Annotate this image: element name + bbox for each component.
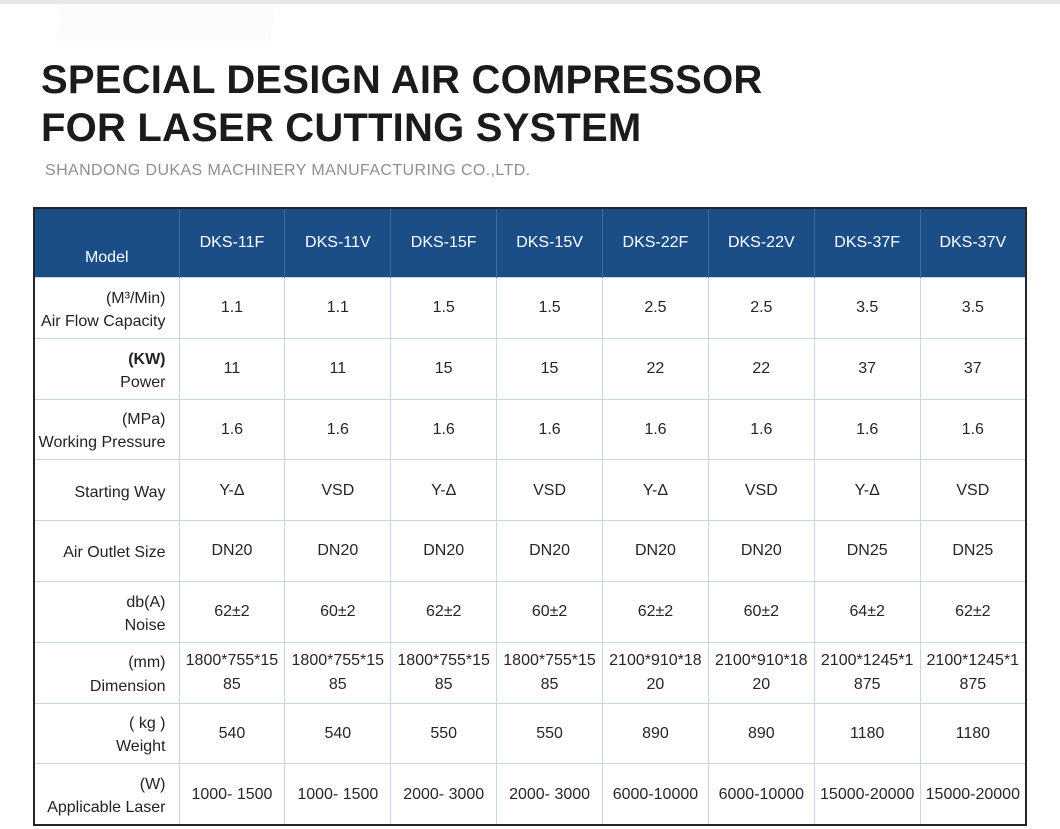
- table-cell: DN25: [814, 521, 920, 582]
- table-cell: 1180: [920, 703, 1026, 764]
- table-cell: 2000- 3000: [391, 764, 497, 825]
- table-cell: VSD: [920, 460, 1026, 521]
- table-cell: 1.6: [603, 399, 709, 460]
- row-name: Air Outlet Size: [63, 544, 166, 562]
- row-unit: (MPa): [121, 411, 166, 429]
- table-cell: 890: [708, 703, 814, 764]
- spec-table-header: [34, 208, 1026, 278]
- page-title: [41, 56, 762, 152]
- column-header: DKS-22V: [708, 208, 814, 278]
- table-cell: DN20: [497, 521, 603, 582]
- table-cell: VSD: [708, 460, 814, 521]
- table-cell: 1.6: [497, 399, 603, 460]
- table-cell: 890: [603, 703, 709, 764]
- table-cell: 15: [391, 338, 497, 399]
- row-name: Dimension: [89, 677, 166, 695]
- corner-watermark: [55, 5, 275, 41]
- row-name: Weight: [115, 738, 166, 756]
- table-cell: 1.6: [391, 399, 497, 460]
- row-label: [34, 338, 179, 399]
- table-row: [34, 581, 1026, 642]
- row-name: Working Pressure: [38, 434, 166, 452]
- column-header: DKS-15V: [497, 208, 603, 278]
- table-cell: VSD: [285, 460, 391, 521]
- column-header: DKS-37F: [814, 208, 920, 278]
- row-name: Noise: [124, 616, 166, 634]
- table-row: [34, 460, 1026, 521]
- table-row: [34, 338, 1026, 399]
- company-name: SHANDONG DUKAS MACHINERY MANUFACTURING CO.,LTD.: [45, 162, 531, 179]
- column-header: DKS-11V: [285, 208, 391, 278]
- page-title-line2: FOR LASER CUTTING SYSTEM: [41, 106, 642, 150]
- table-cell: 540: [285, 703, 391, 764]
- top-strip: [0, 0, 1060, 4]
- table-cell: 1180: [814, 703, 920, 764]
- table-cell: 6000-10000: [708, 764, 814, 825]
- row-label: [34, 703, 179, 764]
- table-cell: 60±2: [708, 581, 814, 642]
- table-cell: DN25: [920, 521, 1026, 582]
- spec-table-body: [34, 278, 1026, 826]
- table-cell: 2100*1245*1875: [814, 642, 920, 703]
- table-cell: 1.1: [285, 278, 391, 339]
- table-cell: 6000-10000: [603, 764, 709, 825]
- row-name: Power: [120, 373, 166, 391]
- table-cell: 2000- 3000: [497, 764, 603, 825]
- row-unit: (W): [139, 776, 166, 794]
- table-cell: DN20: [285, 521, 391, 582]
- table-cell: 2100*910*1820: [708, 642, 814, 703]
- table-cell: 2100*1245*1875: [920, 642, 1026, 703]
- table-cell: 1.6: [920, 399, 1026, 460]
- table-row: [34, 278, 1026, 339]
- row-label: [34, 278, 179, 339]
- table-cell: 62±2: [603, 581, 709, 642]
- table-cell: 11: [285, 338, 391, 399]
- row-label: [34, 581, 179, 642]
- column-header: DKS-22F: [603, 208, 709, 278]
- table-cell: 62±2: [391, 581, 497, 642]
- table-cell: DN20: [708, 521, 814, 582]
- table-cell: 1.6: [285, 399, 391, 460]
- table-cell: 1.6: [179, 399, 285, 460]
- table-cell: 1800*755*1585: [391, 642, 497, 703]
- table-cell: 540: [179, 703, 285, 764]
- table-cell: 62±2: [179, 581, 285, 642]
- table-row: [34, 703, 1026, 764]
- table-cell: 11: [179, 338, 285, 399]
- table-cell: VSD: [497, 460, 603, 521]
- column-header: DKS-15F: [391, 208, 497, 278]
- table-cell: 1.5: [391, 278, 497, 339]
- table-row: [34, 642, 1026, 703]
- table-cell: 1800*755*1585: [497, 642, 603, 703]
- table-cell: Y-Δ: [814, 460, 920, 521]
- table-row: [34, 764, 1026, 825]
- row-label: [34, 642, 179, 703]
- row-name: Starting Way: [74, 483, 166, 501]
- table-cell: DN20: [391, 521, 497, 582]
- table-cell: 1.1: [179, 278, 285, 339]
- row-unit: ( kg ): [129, 715, 166, 733]
- row-name: Applicable Laser: [47, 799, 166, 817]
- table-cell: 1.6: [708, 399, 814, 460]
- row-unit: (M³/Min): [105, 289, 166, 307]
- table-cell: 2.5: [603, 278, 709, 339]
- table-cell: 2.5: [708, 278, 814, 339]
- table-cell: 64±2: [814, 581, 920, 642]
- table-cell: 2100*910*1820: [603, 642, 709, 703]
- table-cell: 3.5: [814, 278, 920, 339]
- table-cell: 37: [920, 338, 1026, 399]
- header-row: [34, 208, 1026, 278]
- row-unit: (KW): [128, 350, 166, 368]
- column-header: DKS-11F: [179, 208, 285, 278]
- table-cell: 60±2: [285, 581, 391, 642]
- table-cell: Y-Δ: [603, 460, 709, 521]
- table-cell: 1800*755*1585: [285, 642, 391, 703]
- table-cell: 22: [603, 338, 709, 399]
- table-cell: 15: [497, 338, 603, 399]
- table-cell: 1000- 1500: [285, 764, 391, 825]
- table-cell: 22: [708, 338, 814, 399]
- table-cell: DN20: [603, 521, 709, 582]
- table-cell: Y-Δ: [179, 460, 285, 521]
- table-cell: 3.5: [920, 278, 1026, 339]
- row-unit: (mm): [128, 654, 166, 672]
- table-cell: 550: [497, 703, 603, 764]
- table-row: [34, 521, 1026, 582]
- table-cell: 15000-20000: [920, 764, 1026, 825]
- table-cell: 550: [391, 703, 497, 764]
- table-cell: 1.6: [814, 399, 920, 460]
- table-cell: DN20: [179, 521, 285, 582]
- table-cell: 62±2: [920, 581, 1026, 642]
- table-cell: 1000- 1500: [179, 764, 285, 825]
- row-label: [34, 460, 179, 521]
- page-title-line1: SPECIAL DESIGN AIR COMPRESSOR: [41, 58, 763, 102]
- table-cell: 1.5: [497, 278, 603, 339]
- table-cell: 60±2: [497, 581, 603, 642]
- row-label: [34, 764, 179, 825]
- row-label: [34, 399, 179, 460]
- row-unit: db(A): [126, 593, 166, 611]
- model-column-header: Model: [34, 208, 179, 278]
- row-name: Air Flow Capacity: [41, 312, 166, 330]
- row-label: [34, 521, 179, 582]
- table-cell: Y-Δ: [391, 460, 497, 521]
- column-header: DKS-37V: [920, 208, 1026, 278]
- spec-table: [33, 207, 1027, 826]
- table-cell: 1800*755*1585: [179, 642, 285, 703]
- table-cell: 37: [814, 338, 920, 399]
- table-row: [34, 399, 1026, 460]
- table-cell: 15000-20000: [814, 764, 920, 825]
